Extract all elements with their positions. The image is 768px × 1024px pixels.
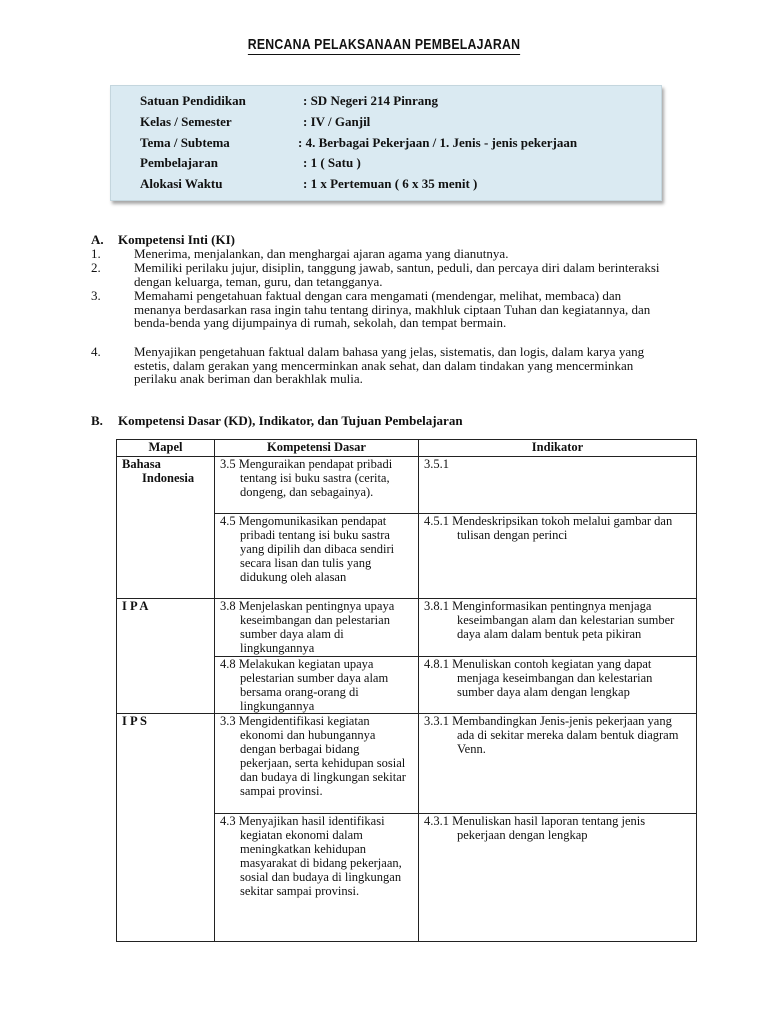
indikator-cell <box>419 814 697 942</box>
indikator-cell <box>419 714 697 814</box>
kd-cell <box>215 457 419 514</box>
table-row <box>117 599 697 657</box>
kd-cell <box>215 714 419 814</box>
kd-cell <box>215 514 419 599</box>
identity-value: : SD Negeri 214 Pinrang <box>303 93 439 108</box>
identity-value: : 4. Berbagai Pekerjaan / 1. Jenis - jenis pekerjaan <box>298 135 578 150</box>
kd-cell <box>215 814 419 942</box>
indikator-text: 3.3.1 Membandingkan Jenis-jenis pekerjaan yang ada di sekitar mereka dalam bentuk diagram Venn. <box>424 714 679 756</box>
indikator-text: 3.5.1 <box>424 457 449 471</box>
kd-text: 4.8 Melakukan kegiatan upaya pelestarian sumber daya alam bersama orang-orang di lingkungannya <box>220 657 389 713</box>
section-letter: A. <box>91 232 104 247</box>
indikator-text: 4.8.1 Menuliskan contoh kegiatan yang dapat menjaga keseimbangan dan kelestarian sumber daya alam dengan lengkap <box>424 657 653 699</box>
ki-number: 4. <box>91 344 101 359</box>
kd-cell <box>215 599 419 657</box>
identity-value: : IV / Ganjil <box>303 114 371 129</box>
table-row <box>117 457 697 514</box>
ki-text: Memahami pengetahuan faktual dengan cara mengamati (mendengar, melihat, membaca) dan menanya berdasarkan rasa ingin tahu tentang dirinya, makhluk ciptaan Tuhan dan kegiatannya, dan benda-benda yang dijumpainya di rumah, sekolah, dan tempat bermain. <box>134 288 651 331</box>
section-title: Kompetensi Inti (KI) <box>118 232 235 247</box>
mapel-cell <box>117 714 215 942</box>
mapel-name: Indonesia <box>142 471 195 485</box>
header-mapel: Mapel <box>117 440 215 457</box>
kd-cell <box>215 657 419 714</box>
kd-text: 3.8 Menjelaskan pentingnya upaya keseimbangan dan pelestarian sumber daya alam di lingkungannya <box>220 599 395 655</box>
ki-number: 3. <box>91 288 101 303</box>
kd-text: 3.3 Mengidentifikasi kegiatan ekonomi dan hubungannya dengan berbagai bidang pekerjaan, serta kehidupan sosial dan budaya di lingkungan sekitar sampai provinsi. <box>220 714 406 798</box>
mapel-name: I P A <box>122 599 149 613</box>
mapel-name: I P S <box>122 714 148 728</box>
identity-label: Alokasi Waktu <box>140 176 223 191</box>
table-row <box>117 714 697 814</box>
document-title-text: RENCANA PELAKSANAAN PEMBELAJARAN <box>247 36 521 53</box>
identity-label: Tema / Subtema <box>140 135 230 150</box>
indikator-text: 4.3.1 Menuliskan hasil laporan tentang jenis pekerjaan dengan lengkap <box>424 814 646 842</box>
mapel-cell <box>117 599 215 714</box>
ki-text: Memiliki perilaku jujur, disiplin, tanggung jawab, santun, peduli, dan percaya diri dalam berinteraksi dengan keluarga, teman, guru, dan tetangganya. <box>134 260 660 289</box>
kd-text: 3.5 Menguraikan pendapat pribadi tentang isi buku sastra (cerita, dongeng, dan sebagainya). <box>220 457 393 499</box>
kd-indikator-table <box>116 439 697 942</box>
indikator-cell <box>419 599 697 657</box>
header-indikator: Indikator <box>419 440 697 457</box>
identity-label: Kelas / Semester <box>140 114 232 129</box>
indikator-cell <box>419 657 697 714</box>
ki-text: Menerima, menjalankan, dan menghargai ajaran agama yang dianutnya. <box>134 246 509 261</box>
header-kompetensi-dasar: Kompetensi Dasar <box>215 440 419 457</box>
section-title: Kompetensi Dasar (KD), Indikator, dan Tujuan Pembelajaran <box>118 413 463 428</box>
indikator-text: 3.8.1 Menginformasikan pentingnya menjaga keseimbangan alam dan kelestarian sumber daya alam dalam bentuk peta pikiran <box>424 599 675 641</box>
identity-value: : 1 x Pertemuan ( 6 x 35 menit ) <box>303 176 478 191</box>
ki-number: 1. <box>91 246 101 261</box>
mapel-name: Bahasa <box>122 457 161 471</box>
indikator-cell <box>419 514 697 599</box>
indikator-cell <box>419 457 697 514</box>
ki-text: Menyajikan pengetahuan faktual dalam bahasa yang jelas, sistematis, dan logis, dalam karya yang estetis, dalam gerakan yang mencerminkan anak sehat, dan dalam tindakan yang mencerminkan perilaku anak beriman dan berakhlak mulia. <box>134 344 645 387</box>
table-header-row <box>117 440 697 457</box>
document-title <box>69 36 699 53</box>
identity-label: Satuan Pendidikan <box>140 93 246 108</box>
mapel-cell <box>117 457 215 599</box>
kd-text: 4.5 Mengomunikasikan pendapat pribadi tentang isi buku sastra yang dipilih dan dibaca sendiri secara lisan dan tulis yang didukung oleh alasan <box>220 514 395 584</box>
section-letter: B. <box>91 413 103 428</box>
identity-value: : 1 ( Satu ) <box>303 155 361 170</box>
ki-number: 2. <box>91 260 101 275</box>
identity-box <box>110 85 662 201</box>
identity-label: Pembelajaran <box>140 155 218 170</box>
indikator-text: 4.5.1 Mendeskripsikan tokoh melalui gambar dan tulisan dengan perinci <box>424 514 673 542</box>
kd-text: 4.3 Menyajikan hasil identifikasi kegiatan ekonomi dalam meningkatkan kehidupan masyarakat di bidang pekerjaan, sosial dan budaya di lingkungan sekitar sampai provinsi. <box>220 814 402 898</box>
